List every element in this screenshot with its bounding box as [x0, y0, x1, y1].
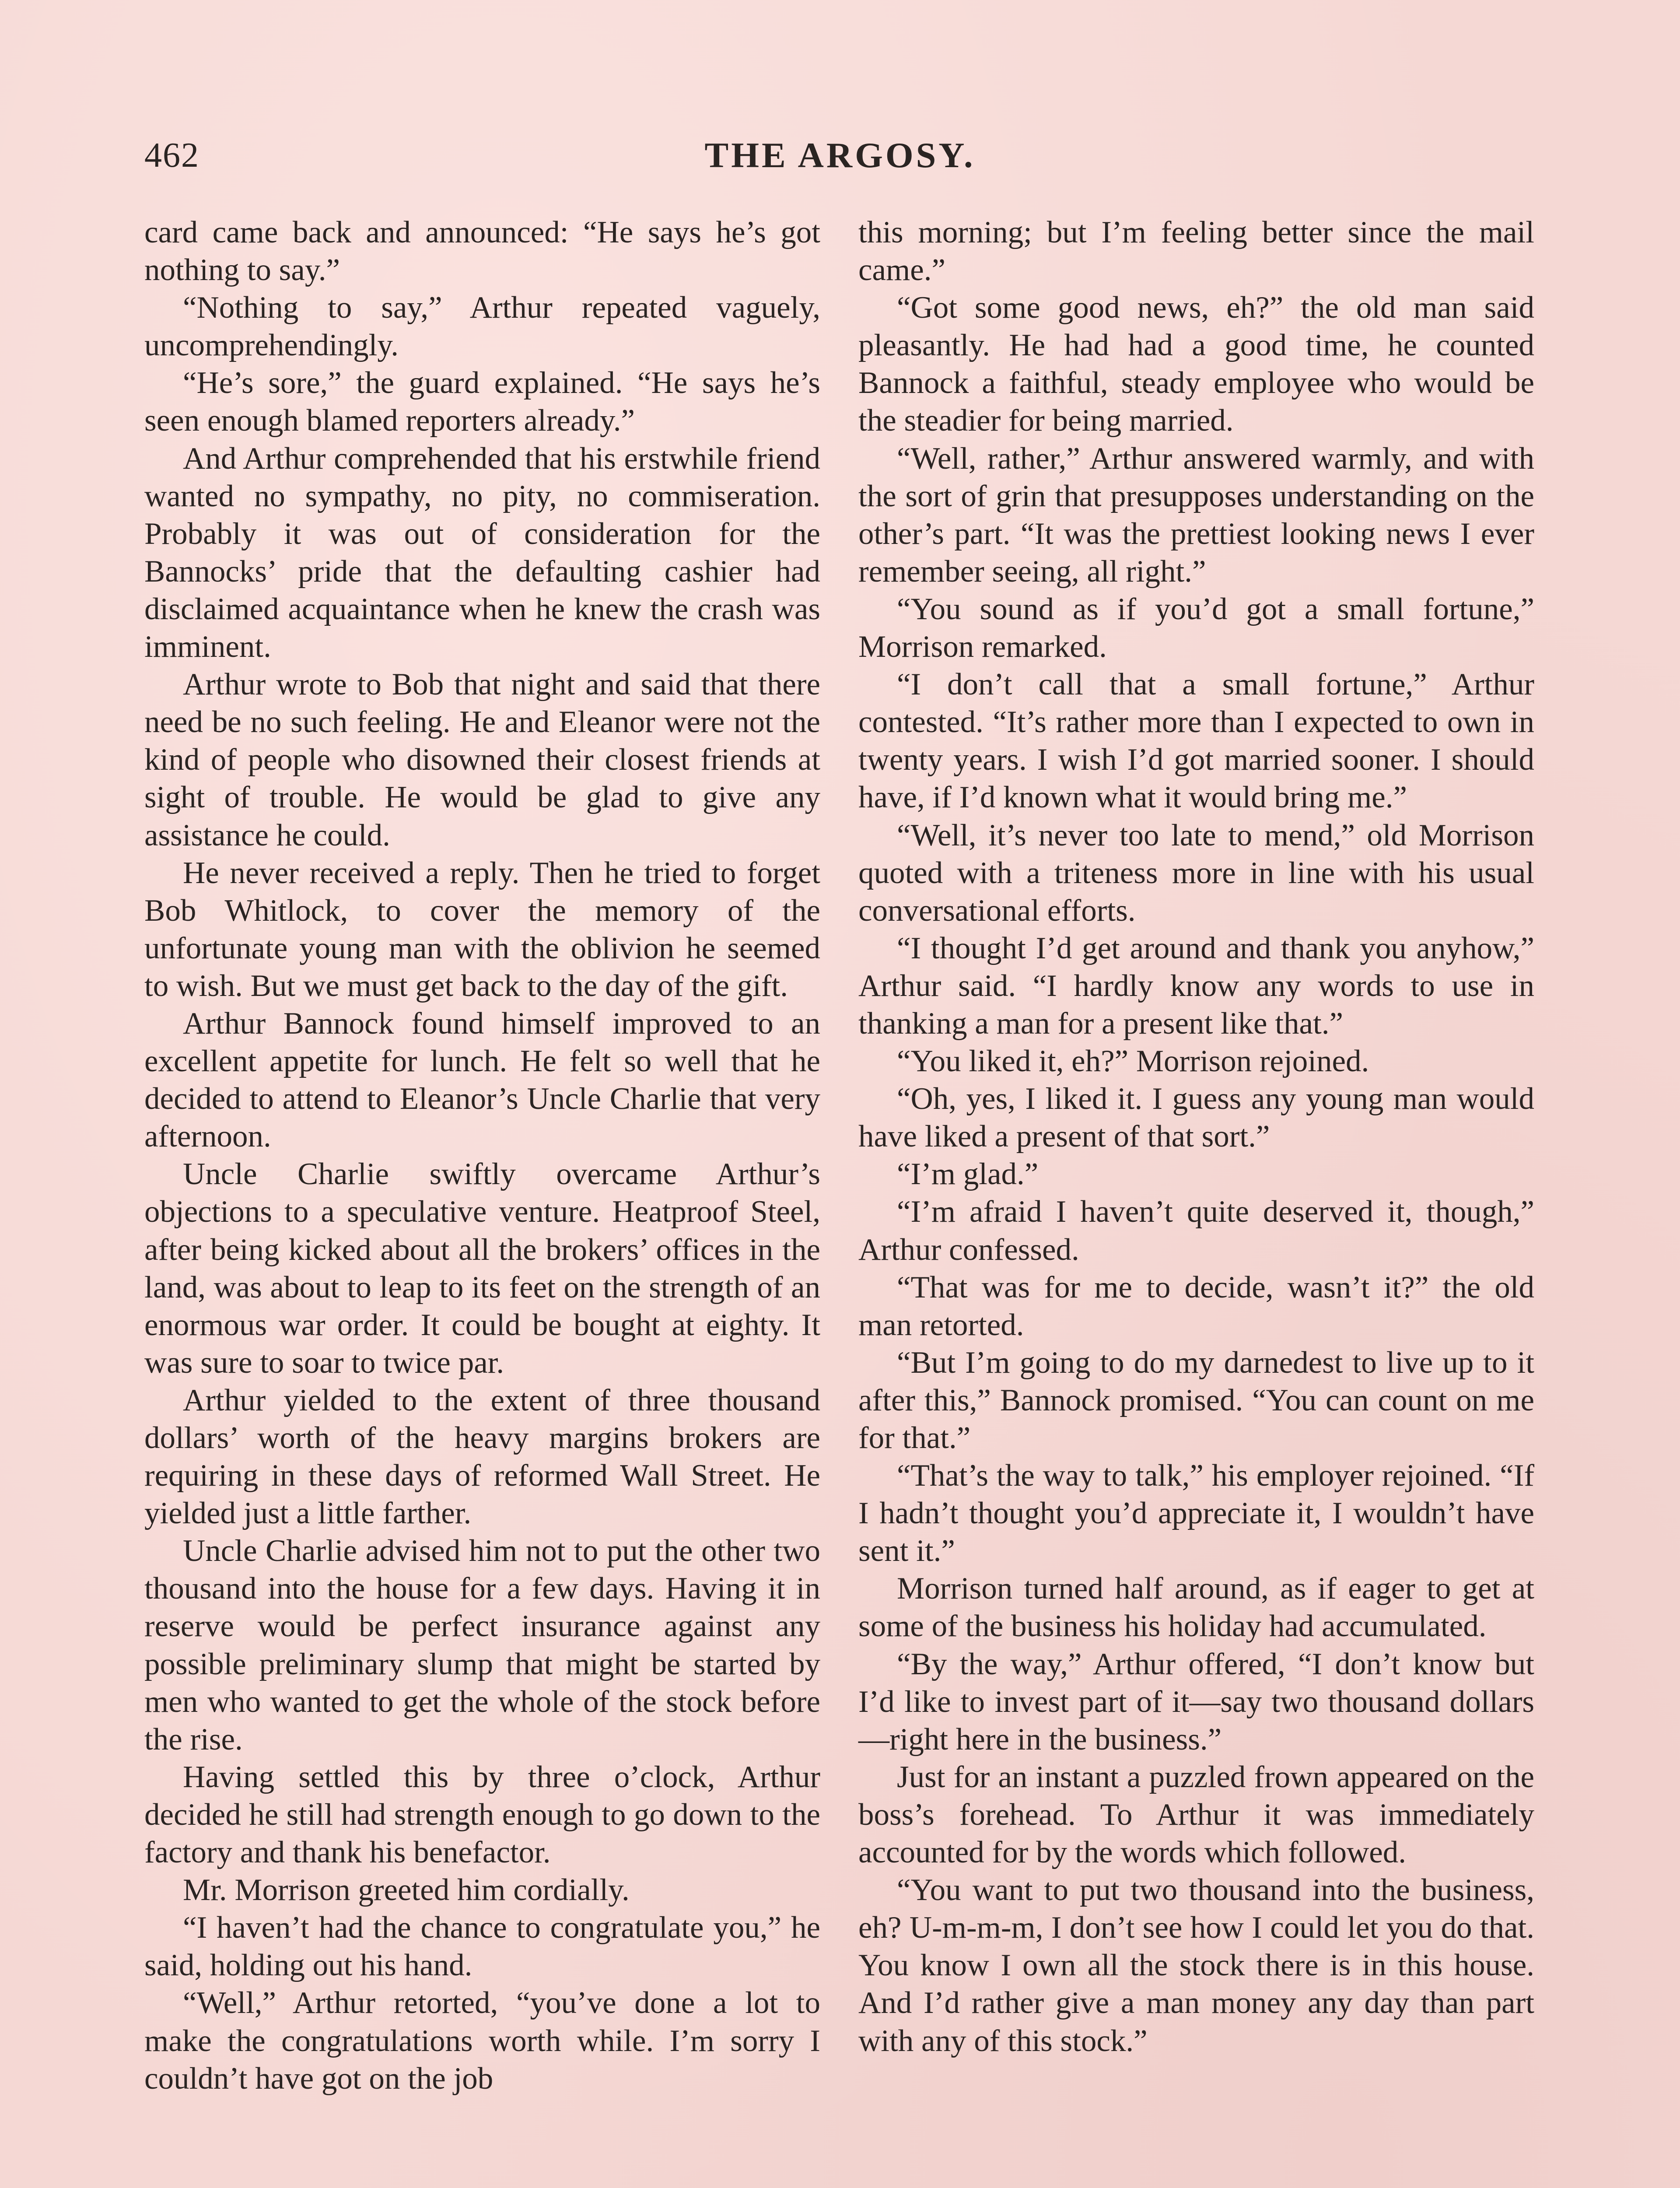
paragraph: “I thought I’d get around and thank you anyhow,” Arthur said. “I hardly know any words to use in thanking a man for a present like that.” [858, 931, 1534, 1041]
paragraph: He never received a reply. Then he tried to forget Bob Whitlock, to cover the memory of the unfortunate young man with the oblivion he seemed to wish. But we must get back to the day of the gift. [144, 856, 820, 1003]
paragraph: “By the way,” Arthur offered, “I don’t know but I’d like to invest part of it—say two thousand dollars—right here in the business.” [858, 1647, 1534, 1757]
page-header [144, 131, 1536, 179]
paragraph: “Nothing to say,” Arthur repeated vaguely, uncomprehendingly. [144, 291, 820, 363]
paragraph: “You want to put two thousand into the business, eh? U-m-m-m, I don’t see how I could let you do that. You know I own all the stock there is in this house. And I’d rather give a man money any day than part with any of this stock.” [858, 1873, 1534, 2058]
paragraph: Morrison turned half around, as if eager to get at some of the business his holiday had accumulated. [858, 1571, 1534, 1644]
left-column [144, 214, 820, 2097]
paragraph: “Oh, yes, I liked it. I guess any young man would have liked a present of that sort.” [858, 1082, 1534, 1154]
paragraph: Arthur Bannock found himself improved to an excellent appetite for lunch. He felt so well that he decided to attend to Eleanor’s Uncle Charlie that very afternoon. [144, 1006, 820, 1154]
paragraph: Having settled this by three o’clock, Arthur decided he still had strength enough to go down to the factory and thank his benefactor. [144, 1760, 820, 1870]
paragraph: “Well, rather,” Arthur answered warmly, and with the sort of grin that presupposes understanding on the other’s part. “It was the prettiest looking news I ever remember seeing, all right.” [858, 441, 1534, 589]
paragraph: “Well,” Arthur retorted, “you’ve done a lot to make the congratulations worth while. I’m sorry I couldn’t have got on the job [144, 1986, 820, 2096]
paragraph: “Got some good news, eh?” the old man said pleasantly. He had had a good time, he counted Bannock a faithful, steady employee who would be the steadier for being married. [858, 291, 1534, 438]
paragraph: “I’m glad.” [897, 1157, 1039, 1192]
paragraph: Uncle Charlie advised him not to put the other two thousand into the house for a few days. Having it in reserve would be perfect insurance against any possible preliminary slump that might be started by men who wanted to get the whole of the stock before the rise. [144, 1534, 820, 1757]
right-column [858, 214, 1534, 2060]
paragraph: Just for an instant a puzzled frown appeared on the boss’s forehead. To Arthur it was immediately accounted for by the words which followed. [858, 1760, 1534, 1870]
paragraph: Arthur wrote to Bob that night and said that there need be no such feeling. He and Eleanor were not the kind of people who disowned their closest friends at sight of trouble. He would be glad to give any assistance he could. [144, 667, 820, 852]
paragraph: “I don’t call that a small fortune,” Arthur contested. “It’s rather more than I expected to own in twenty years. I wish I’d got married sooner. I should have, if I’d known what it would bring me.” [858, 667, 1534, 815]
paragraph: “You liked it, eh?” Morrison rejoined. [897, 1044, 1369, 1079]
paragraph: And Arthur comprehended that his erstwhile friend wanted no sympathy, no pity, no commiseration. Probably it was out of consideration for the Bannocks’ pride that the defaulting cashier had disclaimed acquaintance when he knew the crash was imminent. [144, 441, 820, 664]
page-number: 462 [144, 136, 200, 175]
paragraph: card came back and announced: “He says he’s got nothing to say.” [144, 215, 820, 288]
paragraph: “I’m afraid I haven’t quite deserved it, though,” Arthur confessed. [858, 1195, 1534, 1267]
paragraph: “I haven’t had the chance to congratulate you,” he said, holding out his hand. [144, 1911, 820, 1983]
paragraph: Uncle Charlie swiftly overcame Arthur’s objections to a speculative venture. Heatproof Steel, after being kicked about all the brokers’ offices in the land, was about to leap to its feet on the strength of an enormous war order. It could be bought at eighty. It was sure to soar to twice par. [144, 1157, 820, 1380]
paragraph: “That was for me to decide, wasn’t it?” the old man retorted. [858, 1270, 1534, 1342]
paragraph: “He’s sore,” the guard explained. “He says he’s seen enough blamed reporters already.” [144, 366, 820, 438]
paragraph: this morning; but I’m feeling better since the mail came.” [858, 215, 1534, 288]
paragraph: Mr. Morrison greeted him cordially. [183, 1873, 630, 1907]
paragraph: Arthur yielded to the extent of three thousand dollars’ worth of the heavy margins brokers are requiring in these days of reformed Wall Street. He yielded just a little farther. [144, 1383, 820, 1531]
running-title: THE ARGOSY. [704, 135, 976, 175]
paragraph: “That’s the way to talk,” his employer rejoined. “If I hadn’t thought you’d appreciate it, I wouldn’t have sent it.” [858, 1459, 1534, 1568]
paragraph: “You sound as if you’d got a small fortune,” Morrison remarked. [858, 592, 1534, 664]
paragraph: “Well, it’s never too late to mend,” old Morrison quoted with a triteness more in line with his usual conversational efforts. [858, 818, 1534, 928]
paragraph: “But I’m going to do my darnedest to live up to it after this,” Bannock promised. “You can count on me for that.” [858, 1345, 1534, 1455]
